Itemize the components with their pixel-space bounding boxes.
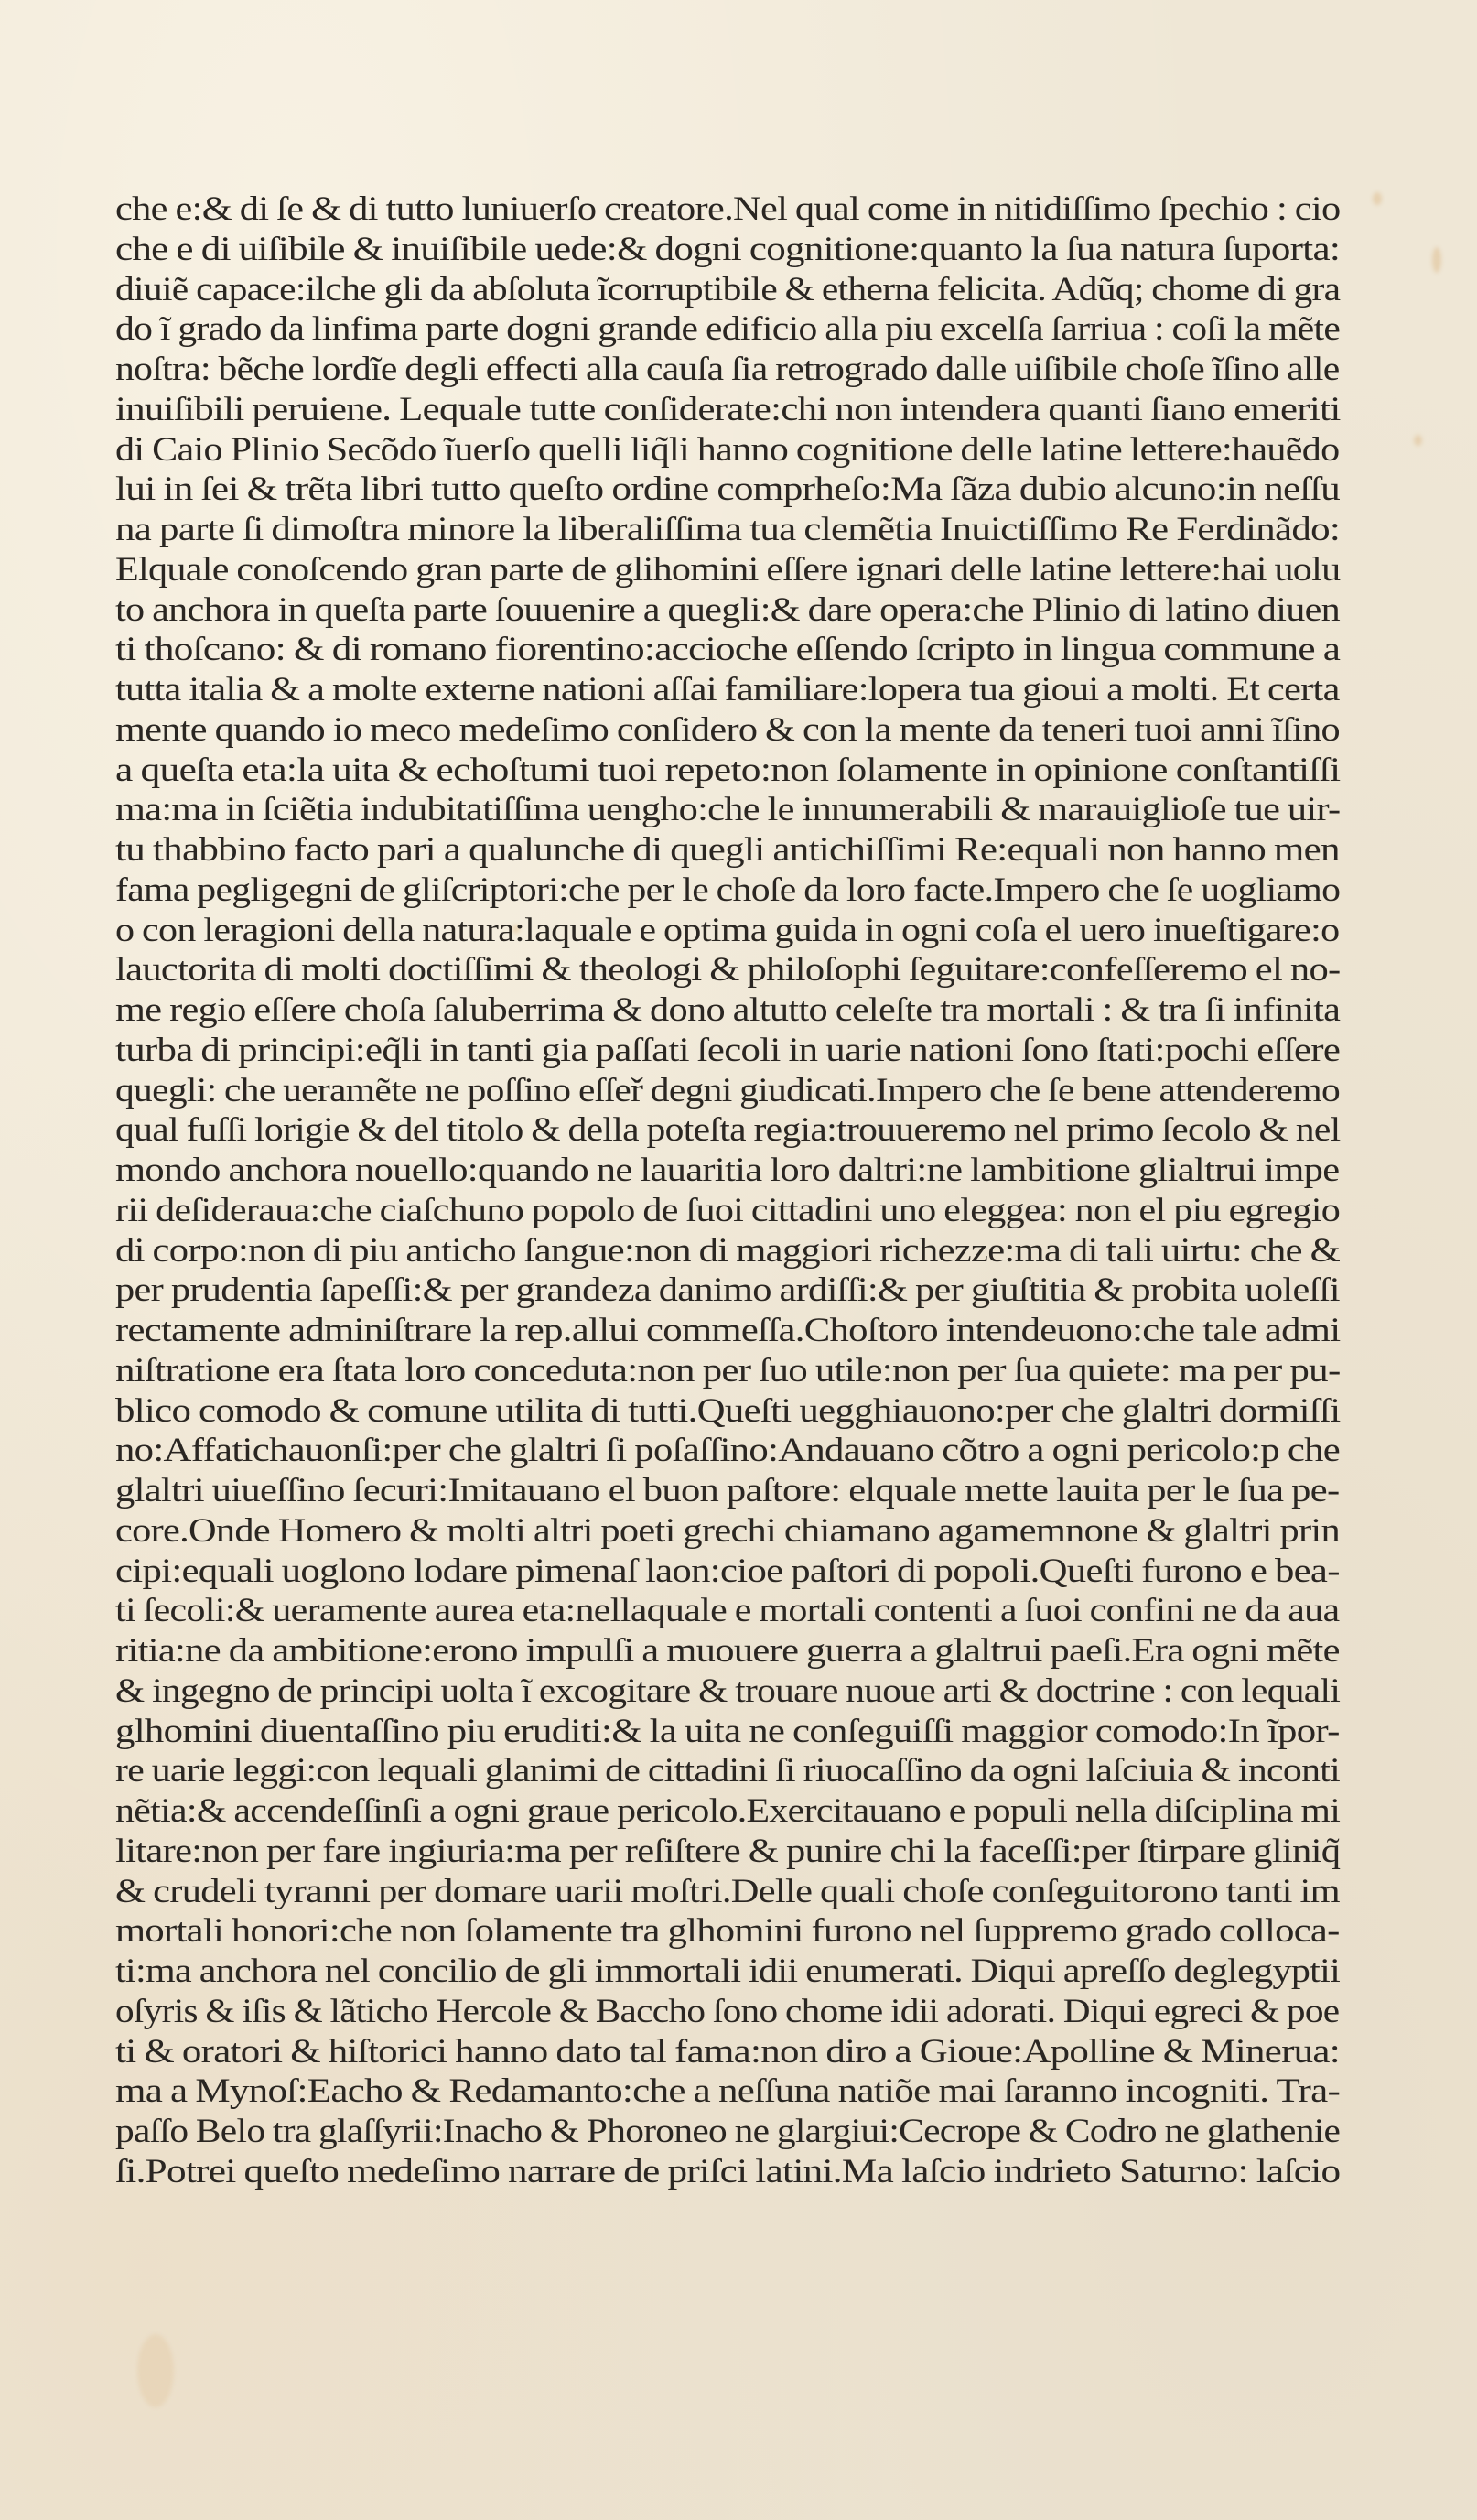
- text-line: na parte ſi dimoſtra minore la liberaliſſima tua clemẽtia Inuictiſſimo Re Ferdinãdo:: [115, 511, 1341, 548]
- text-line: rectamente adminiſtrare la rep.allui commeſſa.Choſtoro intendeuono:che tale admi: [115, 1312, 1341, 1349]
- text-line: mente quando io meco medeſimo conſidero & con la mente da teneri tuoi anni ĩſino: [115, 710, 1340, 749]
- text-line: ti & oratori & hiſtorici hanno dato tal fama:non diro a Gioue:Apolline & Minerua:: [115, 2032, 1340, 2071]
- text-line: di Caio Plinio Secõdo ĩuerſo quelli liq̃li hanno cognitione delle latine lettere:hauẽdo: [115, 430, 1340, 469]
- text-line: inuiſibili peruiene. Lequale tutte conſiderate:chi non intendera quanti ſiano emeriti: [115, 390, 1341, 428]
- text-line: core.Onde Homero & molti altri poeti grechi chiamano agamemnone & glaltri prin: [115, 1511, 1340, 1550]
- text-line: re uarie leggi:con lequali glanimi de cittadini ſi riuocaſſino da ogni laſciuia & inconti: [115, 1752, 1341, 1790]
- text-line: glhomini diuentaſſino piu eruditi:& la uita ne conſeguiſſi maggior comodo:In ĩpor-: [115, 1712, 1340, 1750]
- text-line: paſſo Belo tra glaſſyrii:Inacho & Phoroneo ne glargiui:Cecrope & Codro ne glathenie: [115, 2113, 1341, 2150]
- text-line: to anchora in queſta parte ſouuenire a quegli:& dare opera:che Plinio di latino diuen: [115, 590, 1341, 629]
- text-line: & ingegno de principi uolta ĩ excogitare & trouare nuoue arti & doctrine : con lequali: [115, 1671, 1341, 1710]
- text-line: che e:& di ſe & di tutto luniuerſo creatore.Nel qual come in nitidiſſimo ſpechio : cio: [115, 190, 1341, 228]
- text-line: mortali honori:che non ſolamente tra glhomini furono nel ſuppremo grado colloca-: [115, 1912, 1340, 1951]
- text-line: rii deſideraua:che ciaſchuno popolo de ſuoi cittadini uno eleggea: non el piu egregio: [115, 1191, 1341, 1229]
- paper-stain: [1414, 435, 1422, 446]
- text-line: ma:ma in ſciẽtia indubitatiſſima uengho:che le innumerabili & marauiglioſe tue uir-: [115, 791, 1341, 829]
- paper-stain: [137, 2334, 174, 2407]
- text-line: ma a Mynoſ:Eacho & Redamanto:che a neſſuna natiõe mai ſaranno incogniti. Tra-: [115, 2072, 1341, 2111]
- text-line: lauctorita di molti doctiſſimi & theologi & philoſophi ſeguitare:confeſſeremo el no-: [115, 951, 1341, 990]
- text-line: noſtra: bẽche lordĩe degli effecti alla cauſa ſia retrogrado dalle uiſibile choſe ĩſino alle: [115, 351, 1340, 388]
- text-line: ti thoſcano: & di romano fiorentino:accioche eſſendo ſcripto in lingua commune a: [115, 631, 1341, 669]
- text-line: do ĩ grado da linfima parte dogni grande edificio alla piu excelſa ſarriua : coſi la mẽte: [115, 310, 1341, 349]
- text-line: tu thabbino facto pari a qualunche di quegli antichiſſimi Re:equali non hanno men: [115, 831, 1340, 869]
- text-line: o con leragioni della natura:laquale e optima guida in ogni coſa el uero inueſtigare:o: [115, 911, 1340, 949]
- text-line: me regio eſſere choſa ſaluberrima & dono altutto celeſte tra mortali : & tra ſi infinita: [115, 991, 1341, 1029]
- text-line: ti:ma anchora nel concilio de gli immortali idii enumerati. Diqui apreſſo deglegyptii: [115, 1952, 1341, 1990]
- text-line: lui in ſei & trẽta libri tutto queſto ordine comprheſo:Ma ſãza dubio alcuno:in neſſu: [115, 470, 1341, 509]
- text-line: turba di principi:eq̃li in tanti gia paſſati ſecoli in uarie nationi ſono ſtati:pochi eſſere: [115, 1031, 1341, 1069]
- text-line: a queſta eta:la uita & echoſtumi tuoi repeto:non ſolamente in opinione conſtantiſſi: [115, 751, 1341, 789]
- text-line: qual fuſſi lorigie & del titolo & della poteſta regia:trouueremo nel primo ſecolo & nel: [115, 1111, 1341, 1150]
- text-line: no:Affatichauonſi:per che glaltri ſi poſaſſino:Andauano cõtro a ogni pericolo:p che: [115, 1432, 1341, 1470]
- text-line: che e di uiſibile & inuiſibile uede:& dogni cognitione:quanto la ſua natura ſuporta:: [115, 230, 1341, 268]
- text-line: fama pegligegni de gliſcriptori:che per le choſe da loro facte.Impero che ſe uogliamo: [115, 871, 1341, 909]
- text-line: litare:non per fare ingiuria:ma per reſiſtere & punire chi la faceſſi:per ſtirpare gliniq̃: [115, 1832, 1341, 1870]
- text-line: Elquale conoſcendo gran parte de glihomini eſſere ignari delle latine lettere:hai uolu: [115, 550, 1341, 589]
- text-line: ti ſecoli:& ueramente aurea eta:nellaquale e mortali contenti a ſuoi confini ne da aua: [115, 1592, 1340, 1630]
- text-line: nẽtia:& accendeſſinſi a ogni graue pericolo.Exercitauano e populi nella diſciplina mi: [115, 1792, 1341, 1830]
- text-line: & crudeli tyranni per domare uarii moſtri.Delle quali choſe conſeguitorono tanti im: [115, 1872, 1341, 1910]
- text-line: oſyris & iſis & lãticho Hercole & Baccho ſono chome idii adorati. Diqui egreci & poe: [115, 1992, 1340, 2030]
- text-line: tutta italia & a molte externe nationi aſſai familiare:lopera tua gioui a molti. Et certa: [115, 671, 1340, 708]
- text-line: quegli: che ueramẽte ne poſſino eſſeř degni giudicati.Impero che ſe bene attenderemo: [115, 1071, 1341, 1109]
- paper-stain: [1373, 192, 1382, 205]
- text-line: niſtratione era ſtata loro conceduta:non per ſuo utile:non per ſua quiete: ma per pu-: [115, 1351, 1341, 1390]
- text-line: blico comodo & comune utilita di tutti.Queſti uegghiauono:per che glaltri dormiſſi: [115, 1391, 1341, 1430]
- text-line: ſi.Potrei queſto medeſimo narrare de priſci latini.Ma laſcio indrieto Saturno: laſcio: [115, 2152, 1341, 2190]
- paper-stain: [1432, 247, 1441, 273]
- body-text: [115, 189, 1340, 2192]
- text-line: diuiẽ capace:ilche gli da abſoluta ĩcorruptibile & etherna felicita. Adũq; chome di gra: [115, 270, 1341, 308]
- text-line: mondo anchora nouello:quando ne lauaritia loro daltri:ne lambitione glialtrui impe: [115, 1152, 1340, 1189]
- text-line: per prudentia ſapeſſi:& per grandeza danimo ardiſſi:& per giuſtitia & probita uoleſſi: [115, 1271, 1340, 1310]
- text-line: glaltri uiueſſino ſecuri:Imitauano el buon paſtore: elquale mette lauita per le ſua pe-: [115, 1472, 1340, 1509]
- text-line: cipi:equali uoglono lodare pimenaſ laon:cioe paſtori di popoli.Queſti furono e bea-: [115, 1552, 1340, 1590]
- text-line: di corpo:non di piu anticho ſangue:non di maggiori richezze:ma di tali uirtu: che &: [115, 1231, 1341, 1270]
- text-line: ritia:ne da ambitione:erono impulſi a muouere guerra a glaltrui paeſi.Era ogni mẽte: [115, 1632, 1340, 1670]
